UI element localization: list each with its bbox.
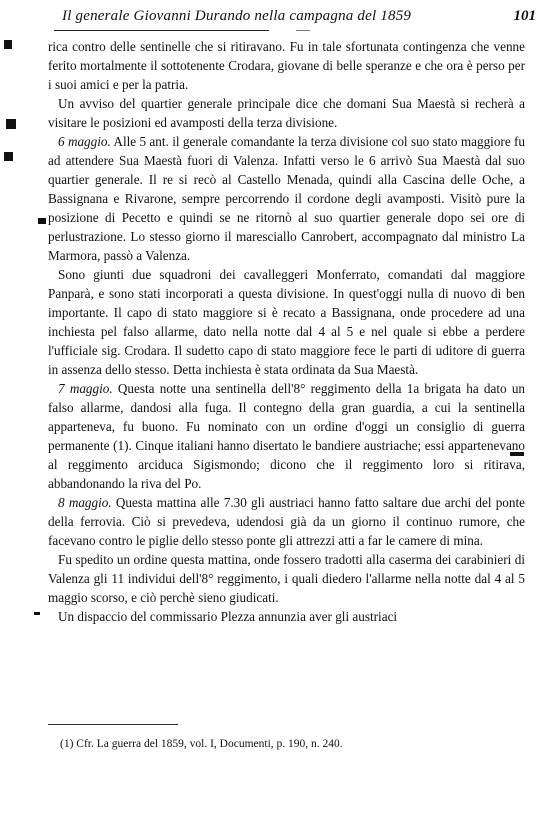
paragraph bbox=[48, 607, 525, 626]
header-rule-fragment bbox=[296, 30, 310, 31]
margin-mark bbox=[4, 152, 13, 161]
paragraph bbox=[48, 37, 525, 94]
margin-mark bbox=[34, 612, 40, 615]
margin-mark bbox=[4, 40, 12, 49]
footnote: (1) Cfr. La guerra del 1859, vol. I, Documenti, p. 190, n. 240. bbox=[60, 738, 343, 750]
paragraph-text: Fu spedito un ordine questa mattina, onde fossero tradotti alla caserma dei carabinieri di Valenza gli 11 individui dell'8° reggimento, i quali diedero l'allarme nella notte dal 4 al 5 maggio scorso, e ciò perchè sieno giudicati. bbox=[48, 552, 525, 605]
page-header bbox=[38, 2, 538, 30]
paragraph-text: Sono giunti due squadroni dei cavalleggeri Monferrato, comandati dal maggiore Panparà, e sono stati incorporati a questa divisione. In quest'oggi nulla di nuovo di ben importante. Il capo di stato maggiore si è recato a Bassignana, onde procedere ad una inchiesta pel falso allarme, dato nella notte dal 4 al 5 e nel quale si ebbe a perdere l'ufficiale sig. Crodara. Il sudetto capo di stato maggiore fece le parti di uditore di guerra in assenza dello stesso. Detta inchiesta è stata ordinata da Sua Maestà. bbox=[48, 267, 525, 377]
paragraph-text: Alle 5 ant. il generale comandante la terza divisione col suo stato maggiore fu ad attendere Sua Maestà fuori di Valenza. Infatti verso le 6 arrivò Sua Maestà dal suo quartier generale. Il re si recò al Castello Menada, quindi alla Cascina delle Oche, a Bassignana e Rivarone, sempre percorrendo il cordone degli avamposti. Visitò pure la posizione di Pecetto e quindi se ne ritornò al suo quartier generale dopo sei ore di perlustrazione. Lo stesso giorno il maresciallo Canrobert, accompagnato dal ministro La Marmora, passò a Valenza. bbox=[48, 134, 526, 263]
paragraph bbox=[48, 493, 525, 550]
paragraph bbox=[48, 379, 525, 493]
date-heading: 7 maggio. bbox=[58, 381, 113, 396]
paragraph-text: rica contro delle sentinelle che si ritiravano. Fu in tale sfortunata contingenza che venne ferito mortalmente il sottotenente Crodara, giovane di belle speranze e che ora è perso per i suoi amici e per la patria. bbox=[48, 39, 525, 92]
page-body bbox=[48, 37, 525, 626]
margin-mark bbox=[38, 218, 46, 224]
paragraph-text: Questa notte una sentinella dell'8° reggimento della 1a brigata ha dato un falso allarme, dandosi alla fuga. Il contegno della gran guardia, a cui la sentinella apparteneva, fu buono. Fu nominato con un ordine d'oggi un consiglio di guerra permanente (1). Cinque italiani hanno disertato le bandiere austriache; essi appartenevano al reggimento arciduca Sigismondo; dicono che il reggimento loro si ritirava, abbandonando la riva del Po. bbox=[48, 381, 526, 491]
paragraph bbox=[48, 94, 525, 132]
paragraph-text: Questa mattina alle 7.30 gli austriaci hanno fatto saltare due archi del ponte della ferrovia. Ciò si prevedeva, udendosi già da un giorno il continuo rumore, che facevano contro le piglie dello stesso ponte gli attrezzi atti a far le camere di mina. bbox=[48, 495, 525, 548]
footnote-rule bbox=[48, 724, 178, 725]
header-rule bbox=[54, 30, 269, 31]
page-number: 101 bbox=[513, 8, 536, 24]
paragraph bbox=[48, 265, 525, 379]
margin-mark bbox=[6, 119, 16, 129]
date-heading: 6 maggio. bbox=[58, 134, 111, 149]
paragraph bbox=[48, 132, 525, 265]
paragraph-text: Un avviso del quartier generale principale dice che domani Sua Maestà si recherà a visitare le posizioni ed avamposti della terza divisione. bbox=[48, 96, 525, 130]
running-title: Il generale Giovanni Durando nella campagna del 1859 bbox=[62, 8, 412, 24]
paragraph bbox=[48, 550, 525, 607]
date-heading: 8 maggio. bbox=[58, 495, 112, 510]
paragraph-text: Un dispaccio del commissario Plezza annunzia aver gli austriaci bbox=[58, 609, 398, 624]
